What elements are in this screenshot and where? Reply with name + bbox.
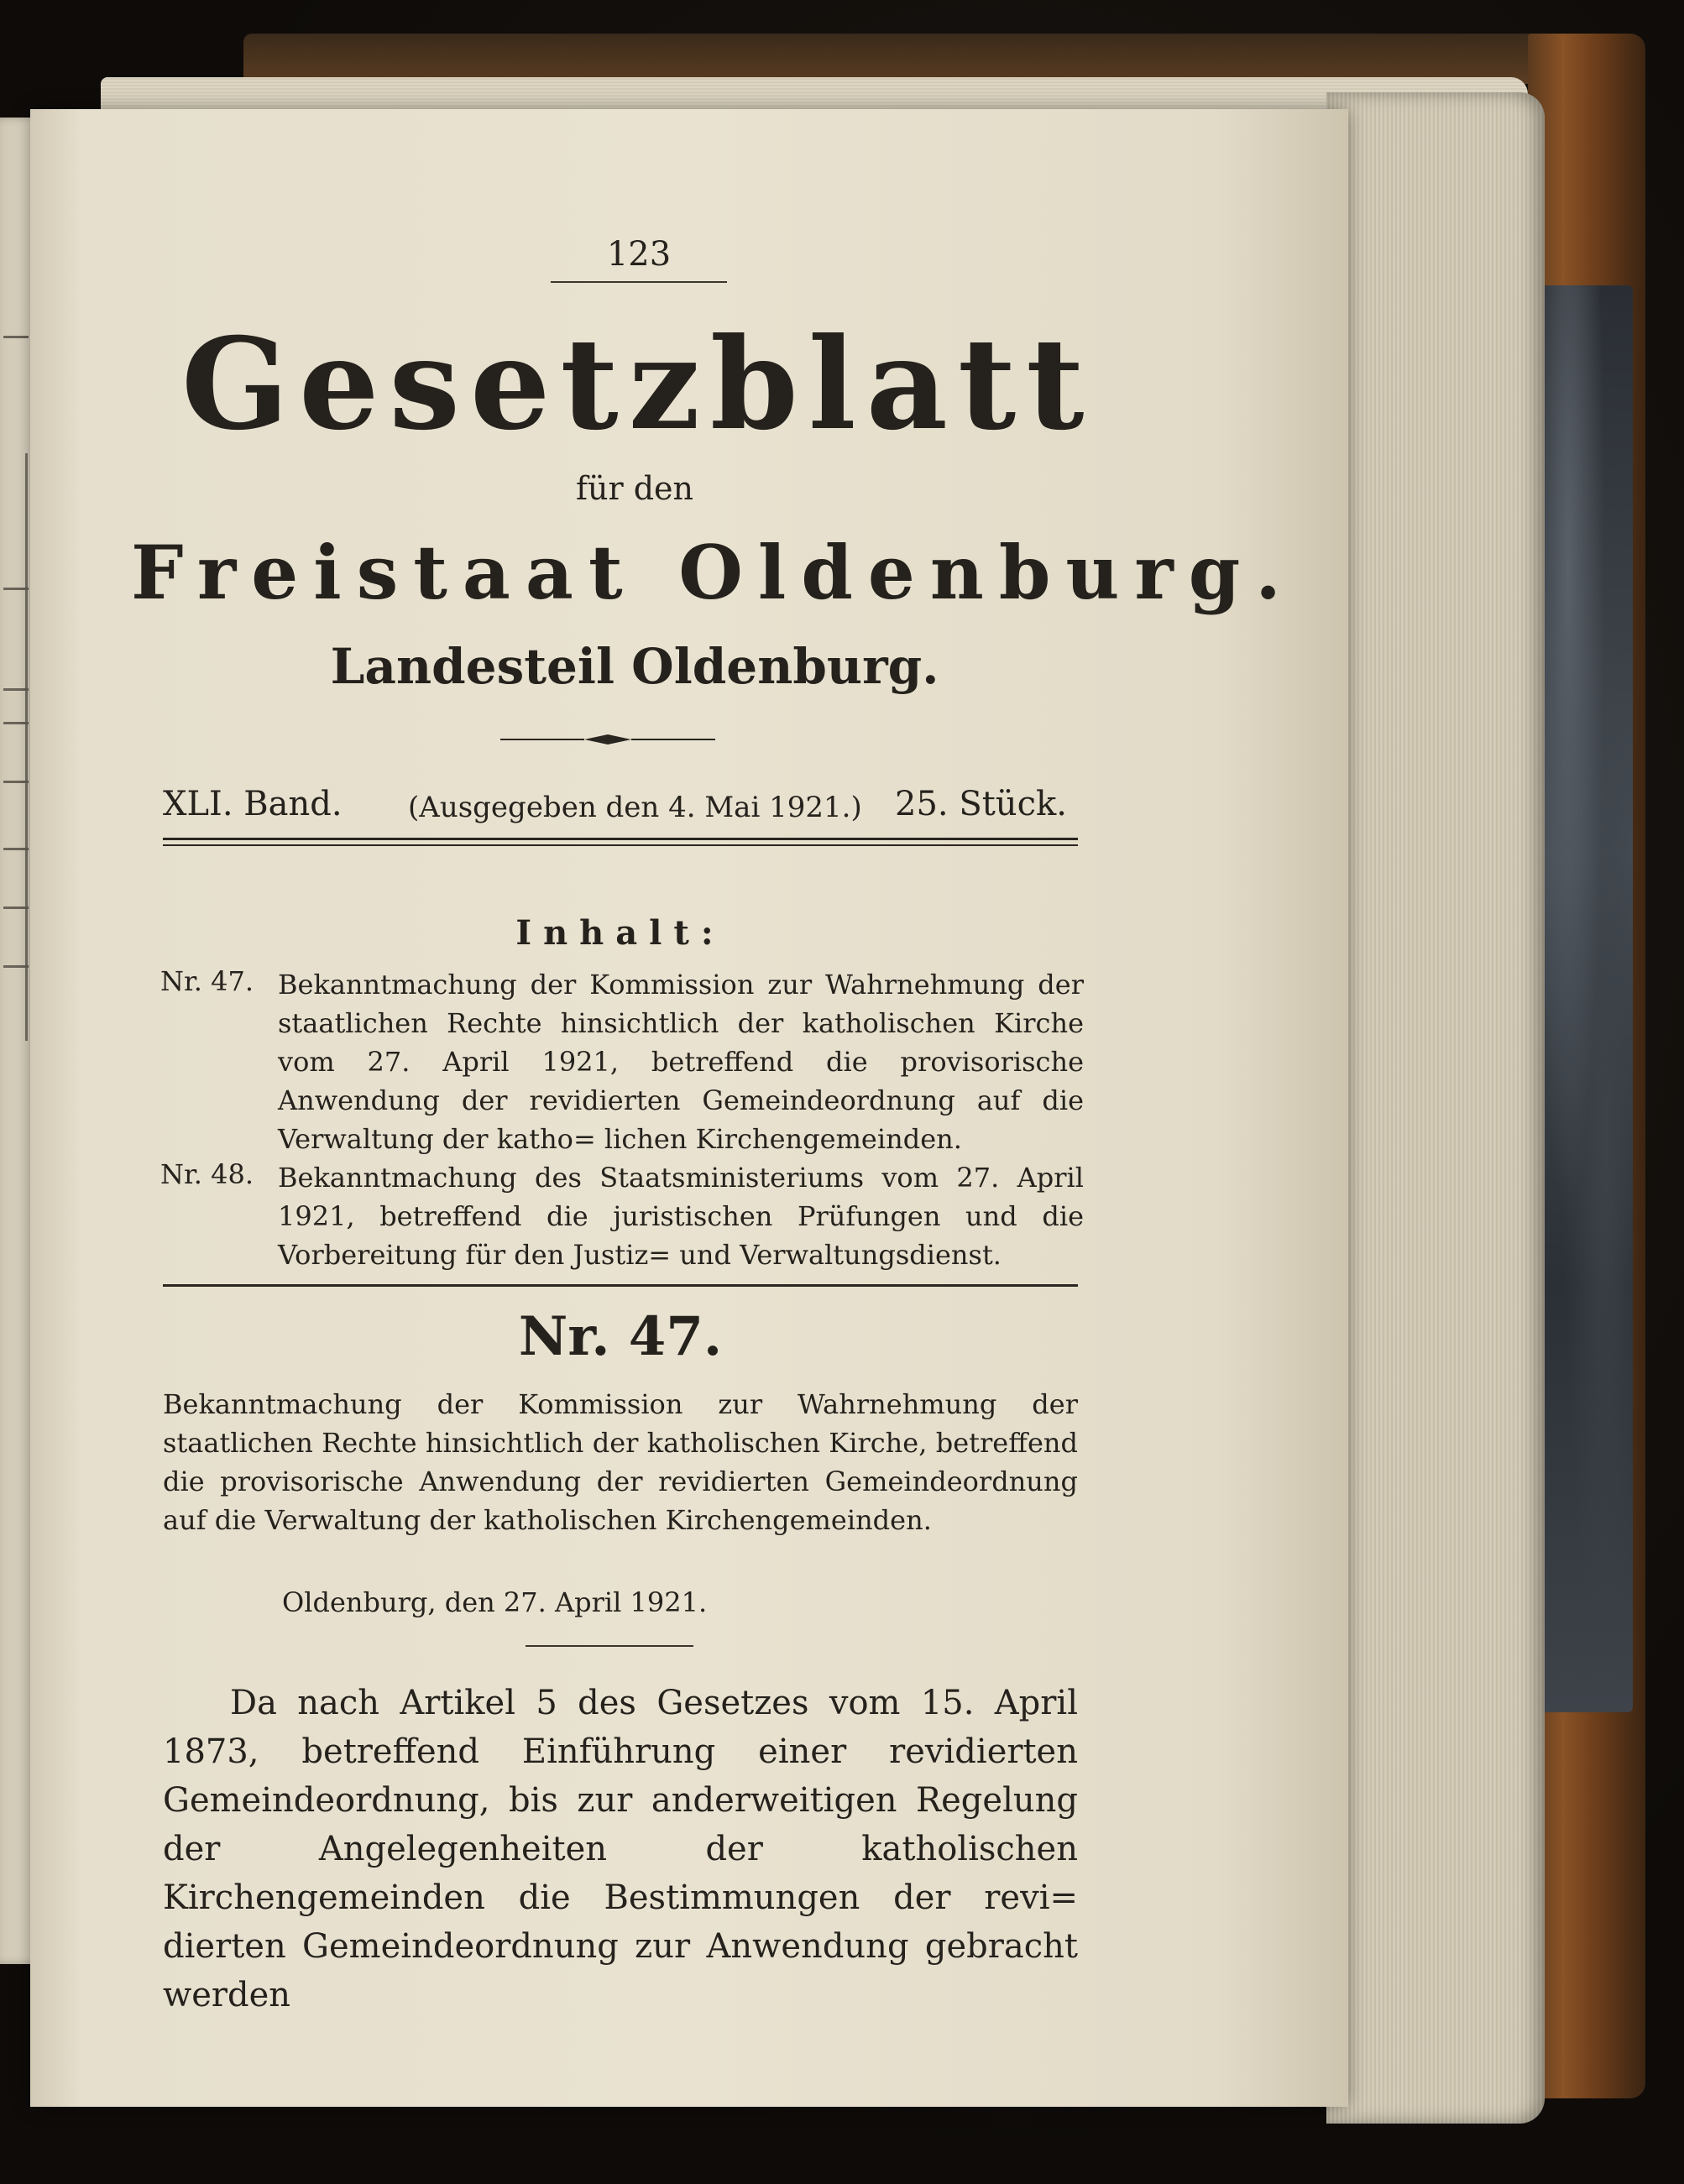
marbled-cover bbox=[1540, 285, 1633, 1712]
masthead-region: Landesteil Oldenburg. bbox=[330, 638, 939, 695]
contents-rule-thick bbox=[163, 1284, 1078, 1287]
article-place-date: Oldenburg, den 27. April 1921. bbox=[282, 1586, 708, 1618]
masthead-for-the: für den bbox=[575, 470, 694, 507]
header-rule-thick bbox=[163, 838, 1078, 840]
article-heading: Nr. 47. bbox=[518, 1305, 723, 1368]
article-body: Da nach Artikel 5 des Gesetzes vom 15. April 1873, betreffend Einführung einer revidierten Gemeindeordnung, bis zur anderweitigen Regelung der Angelegenheiten der katholischen Kirchengemeinden die Bestimmungen der revi= dierten Gemeindeordnung zur Anwendung gebracht werden bbox=[163, 1684, 1078, 2014]
contents-heading: Inhalt: bbox=[515, 913, 725, 953]
document-page bbox=[30, 109, 1348, 2107]
contents-item-text: Bekanntmachung des Staatsministeriums vom 27. April 1921, betreffend die juristischen Prüfungen und die Vorbereitung für den Justiz= und Verwaltungsdienst. bbox=[278, 1162, 1084, 1271]
volume-label: XLI. Band. bbox=[163, 785, 343, 823]
piece-number: 25. Stück. bbox=[895, 785, 1067, 823]
page-edges-top bbox=[101, 77, 1528, 111]
contents-item-text: Bekanntmachung der Kommission zur Wahrnehmung der staatlichen Rechte hinsichtlich der katholischen Kirche vom 27. April 1921, betreffend die provisorische Anwendung der revidierten Gemeindeordnung auf die Verwaltung der katho= lichen Kirchengemeinden. bbox=[278, 969, 1084, 1155]
ornament-divider bbox=[500, 734, 715, 745]
contents-item-number: Nr. 47. bbox=[160, 965, 254, 997]
masthead-state: Freistaat Oldenburg. bbox=[131, 529, 1296, 616]
page-number-rule bbox=[551, 281, 727, 283]
book-cover-top bbox=[243, 34, 1553, 84]
left-page-rule bbox=[25, 453, 28, 1041]
article-announcement: Bekanntmachung der Kommission zur Wahrnehmung der staatlichen Rechte hinsichtlich der katholischen Kirche, betreffend die provisorische Anwendung der revidierten Gemeindeordnung auf die Verwaltung der katholischen Kirchengemeinden. bbox=[163, 1388, 1078, 1536]
article-short-rule bbox=[526, 1645, 693, 1647]
issue-date: (Ausgegeben den 4. Mai 1921.) bbox=[408, 791, 862, 824]
masthead-title: Gesetzblatt bbox=[181, 311, 1095, 458]
header-rule-thin bbox=[163, 844, 1078, 846]
page-edges bbox=[1326, 92, 1545, 2124]
contents-item-number: Nr. 48. bbox=[160, 1158, 254, 1190]
page-number: 123 bbox=[606, 235, 672, 274]
